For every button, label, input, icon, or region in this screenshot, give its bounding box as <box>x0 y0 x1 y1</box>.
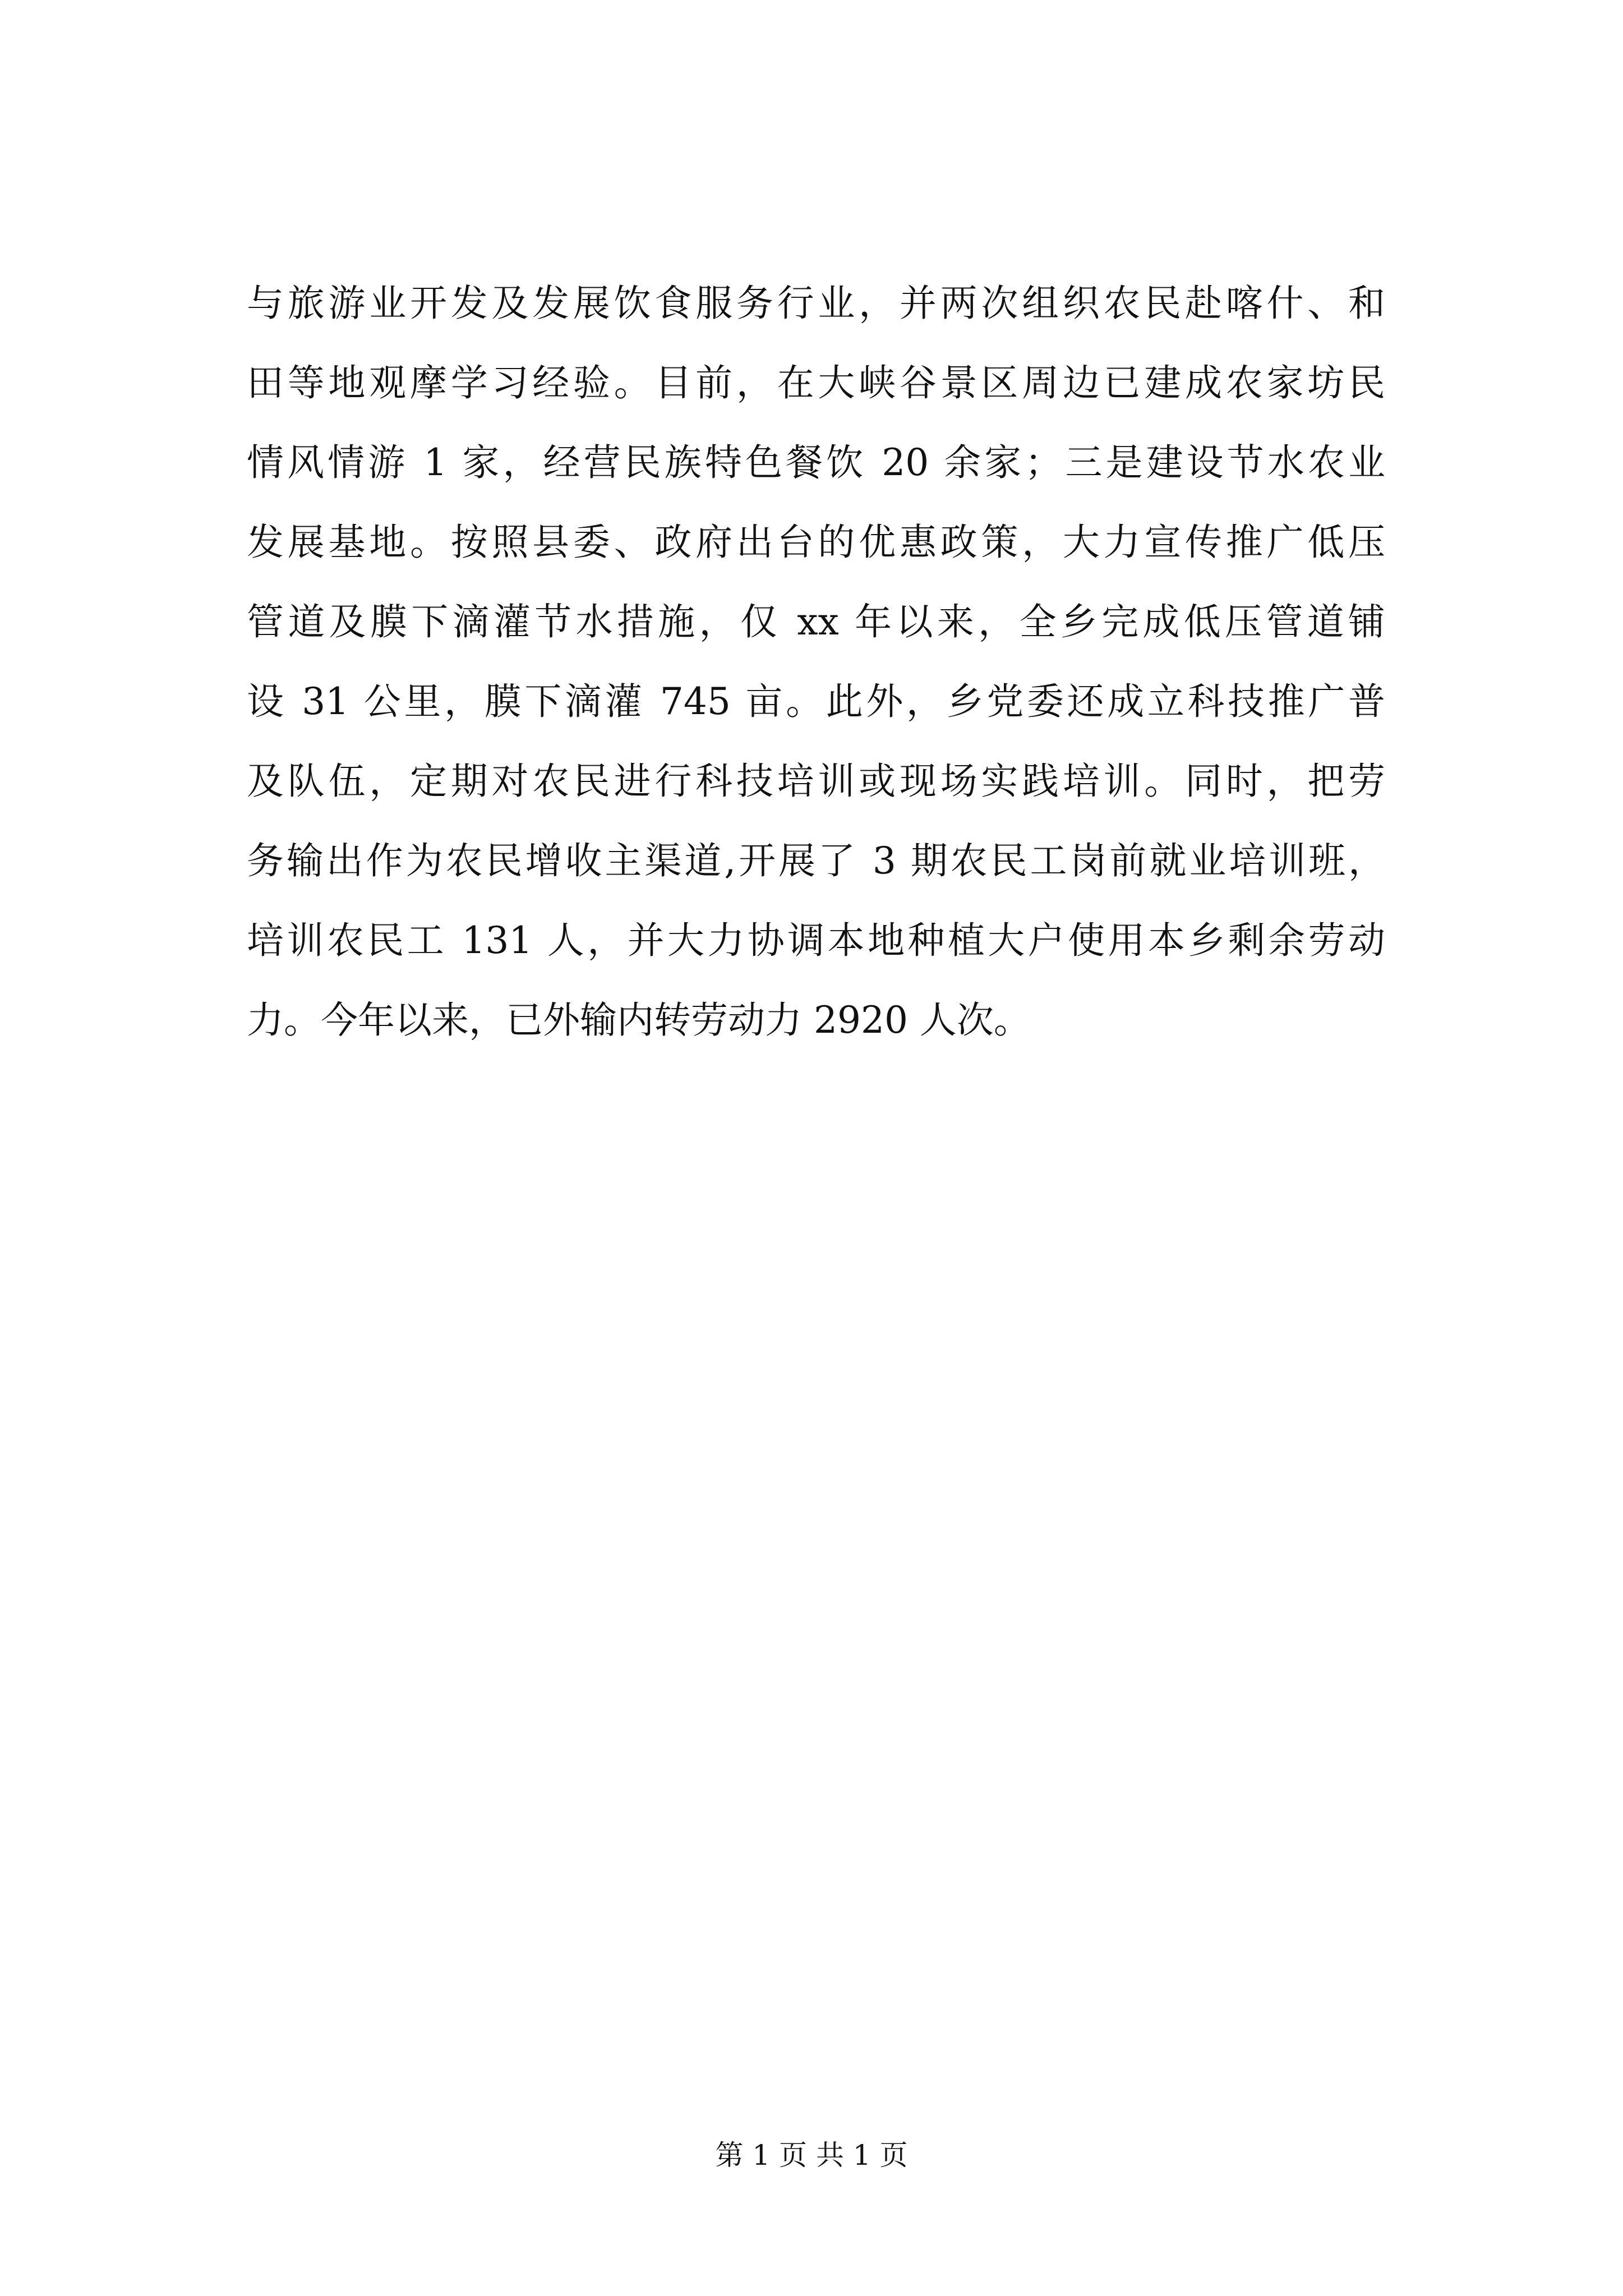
page-number-footer: 第 1 页 共 1 页 <box>715 2139 908 2171</box>
text-line: 力。今年以来，已外输内转劳动力 2920 人次。 <box>247 999 1031 1042</box>
text-line: 设 31 公里，膜下滴灌 745 亩。此外，乡党委还成立科技推广普 <box>247 680 1385 723</box>
body-paragraph <box>247 264 1385 1060</box>
text-line: 田等地观摩学习经验。目前，在大峡谷景区周边已建成农家坊民 <box>247 361 1385 404</box>
text-line: 及队伍，定期对农民进行科技培训或现场实践培训。同时，把劳 <box>247 760 1385 803</box>
text-line: 培训农民工 131 人，并大力协调本地种植大户使用本乡剩余劳动 <box>247 919 1385 962</box>
text-line: 务输出作为农民增收主渠道,开展了 3 期农民工岗前就业培训班， <box>247 839 1385 882</box>
text-line: 发展基地。按照县委、政府出台的优惠政策，大力宣传推广低压 <box>247 521 1385 564</box>
text-line: 与旅游业开发及发展饮食服务行业，并两次组织农民赴喀什、和 <box>247 282 1385 325</box>
text-line: 情风情游 1 家，经营民族特色餐饮 20 余家；三是建设节水农业 <box>247 441 1385 484</box>
text-line: 管道及膜下滴灌节水措施，仅 xx 年以来，全乡完成低压管道铺 <box>247 600 1385 643</box>
